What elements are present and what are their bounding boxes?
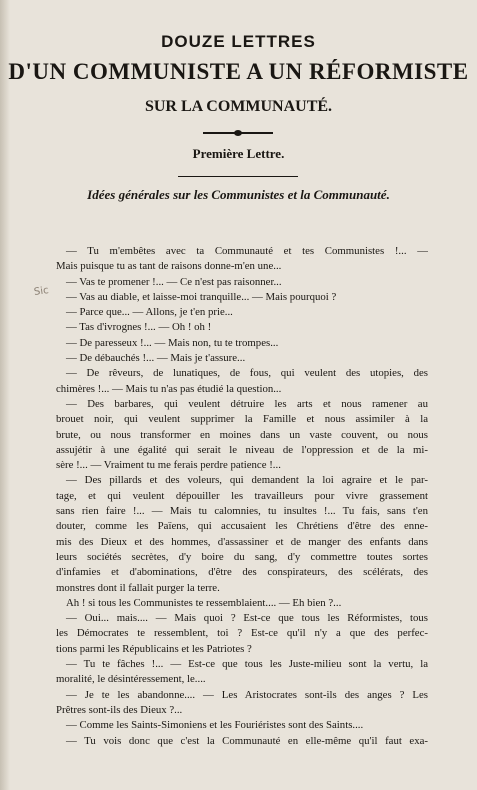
text-line: — Tu te fâches !... — Est-ce que tous les Juste-milieu sont la vertu, la <box>66 658 428 671</box>
text-line: tage, et qui veulent dépouiller les travailleurs pour vivre grassement <box>56 489 428 502</box>
text-line: — De débauchés !... — Mais je t'assure... <box>66 352 246 365</box>
section-rule <box>178 176 298 177</box>
text-line: — Des barbares, qui veulent détruire les arts et nous ramener au <box>66 397 428 410</box>
text-line: douter, comme les Païens, qui accusaient les Chrétiens d'être des enne- <box>56 520 428 533</box>
text-line: tions parmi les Républicains et les Patriotes ? <box>56 642 252 655</box>
text-line: Prêtres sont-ils des Dieux ?... <box>56 703 183 716</box>
text-line: leurs sociétés secrètes, d'y boire du sang, d'y commettre toutes sortes <box>56 550 428 563</box>
text-line: Ah ! si tous les Communistes te ressemblaient.... — Eh bien ?... <box>66 596 342 609</box>
text-line: moralité, le désintéressement, le.... <box>56 673 206 686</box>
letter-title: Première Lettre. <box>192 146 285 161</box>
title-line-3: SUR LA COMMUNAUTÉ. <box>144 98 333 115</box>
text-line: brute, ou nous transformer en moines dans un vaste couvent, ou nous <box>56 428 428 441</box>
text-line: — Parce que... — Allons, je t'en prie... <box>66 306 233 319</box>
text-line: — Comme les Saints-Simoniens et les Fouriéristes sont des Saints.... <box>66 719 364 732</box>
text-line: Mais puisque tu as tant de raisons donne-m'en une... <box>56 260 282 273</box>
body-text <box>56 244 428 749</box>
text-line: — Tu vois donc que c'est la Communauté en elle-même qu'il faut exa- <box>66 734 428 747</box>
text-line: — Je te les abandonne.... — Les Aristocrates sont-ils des anges ? Les <box>66 688 428 701</box>
text-line: d'infamies et d'abominations, d'être des conspirateurs, des scélérats, des <box>56 566 428 579</box>
handwritten-margin-note: Sic <box>33 285 50 298</box>
page-gutter <box>0 0 10 790</box>
title-line-2: D'UN COMMUNISTE A UN RÉFORMISTE <box>8 59 469 84</box>
text-line: — De paresseux !... — Mais non, tu te trompes... <box>66 336 279 349</box>
text-line: — De rêveurs, de lunatiques, de fous, qui veulent des utopies, des <box>66 367 428 380</box>
text-line: chimères !... — Mais tu n'as pas étudié la question... <box>56 382 282 395</box>
ornament-divider <box>203 130 273 136</box>
text-line: — Vas te promener !... — Ce n'est pas raisonner... <box>66 275 282 288</box>
section-subtitle: Idées générales sur les Communistes et la Communauté. <box>87 187 390 202</box>
title-line-1: DOUZE LETTRES <box>161 32 316 51</box>
text-line: — Tu m'embêtes avec ta Communauté et tes Communistes !... — <box>66 245 428 257</box>
text-line: sère !... — Vraiment tu me ferais perdre patience !... <box>56 459 281 472</box>
text-line: — Oui... mais.... — Mais quoi ? Est-ce que tous les Réformistes, tous <box>66 612 428 625</box>
text-line: — Vas au diable, et laisse-moi tranquille... — Mais pourquoi ? <box>66 290 337 303</box>
text-line: monstres dont il fallait purger la terre. <box>56 581 220 594</box>
ornament-dot <box>234 130 242 136</box>
text-line: mis des Dieux et des hommes, d'assassiner et de manger des enfants dans <box>56 535 428 548</box>
text-line: les Démocrates te ressemblent, toi ? Est-ce qu'il n'y a que des perfec- <box>56 627 428 640</box>
text-line: sans rien faire !... — Mais tu calomnies, tu insultes !... Tu fais, sans t'en <box>56 505 428 518</box>
text-line: brouet noir, qui veulent supprimer la Famille et nous assimiler à la <box>56 413 428 426</box>
text-line: — Tas d'ivrognes !... — Oh ! oh ! <box>66 321 212 334</box>
text-line: assujétir à une égalité qui serait le niveau de l'oppression et de la mi- <box>56 443 428 456</box>
text-line: — Des pillards et des voleurs, qui demandent la loi agraire et le par- <box>66 474 428 487</box>
